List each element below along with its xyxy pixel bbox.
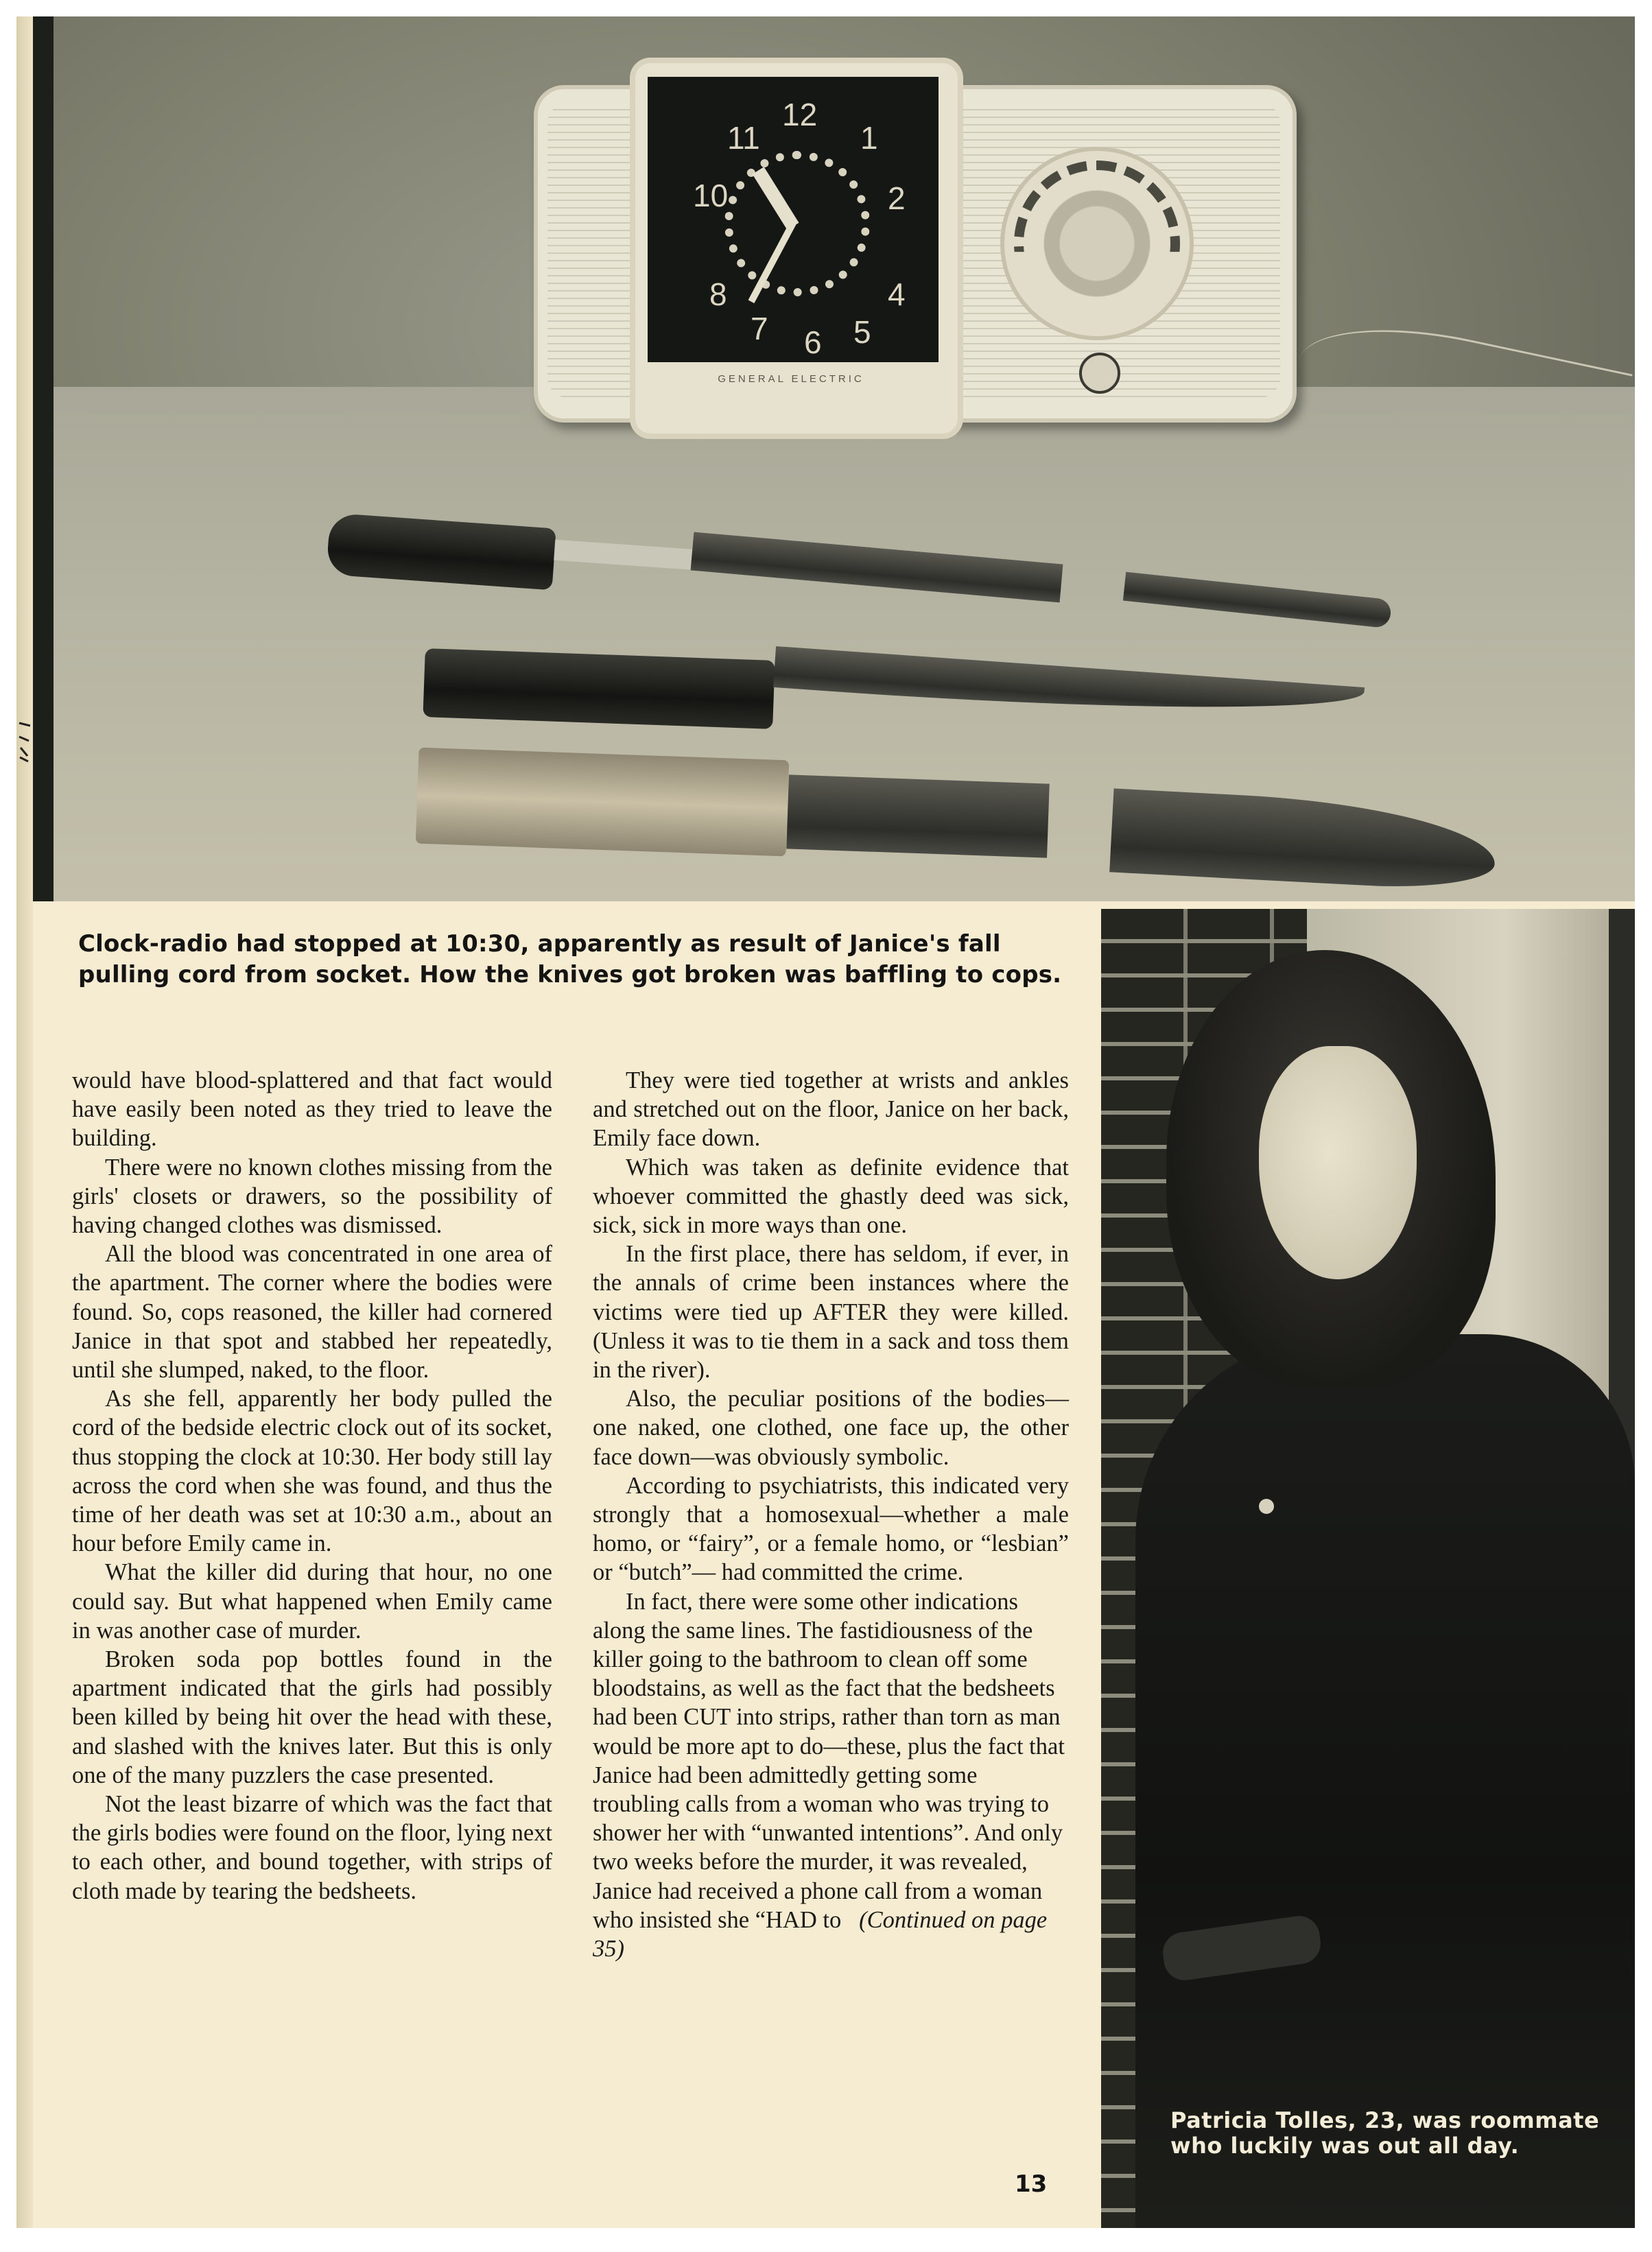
clock-frame <box>630 58 963 439</box>
paragraph: Not the least bizarre of which was the fact that the girls bodies were found on the floor, lying next to each other, and bound together, with strips of cloth made by tearing the bedsheets. <box>72 1791 552 1904</box>
clock-numeral-4: 4 <box>888 276 906 312</box>
paragraph: In the first place, there has seldom, if ever, in the annals of crime been instances where the victims were tied up AFTER they were killed. (Unless it was to tie them in a sack and toss them in the river). <box>593 1241 1069 1384</box>
article-column-middle <box>593 1066 1069 1963</box>
clock-numeral-1: 1 <box>860 120 878 156</box>
paragraph: As she fell, apparently her body pulled the cord of the bedside electric clock out of its socket, thus stopping the clock at 10:30. Her body still lay across the cord when she was found, and thus the time of her death was set at 10:30 a.m., about an hour before Emily came in. <box>72 1386 552 1557</box>
knife-3-blade <box>786 774 1050 857</box>
tuning-dial <box>1000 147 1194 340</box>
paragraph: Which was taken as definite evidence that whoever committed the ghastly deed was sick, sick, sick in more ways than one. <box>593 1154 1069 1239</box>
facing-page-fragment <box>18 716 32 764</box>
magazine-page <box>16 16 1635 2228</box>
paragraph: Broken soda pop bottles found in the apartment indicated that the girls had possibly been killed by being hit over the head with these, and slashed with the knives later. But this is only one of the many puzzlers the case presented. <box>72 1646 552 1788</box>
clock-numeral-5: 5 <box>853 314 871 350</box>
paragraph: According to psychiatrists, this indicated very strongly that a homosexual—whether a male homo, or “fairy”, or a female homo, or “lesbian” or “butch”— had committed the crime. <box>593 1472 1069 1586</box>
knife-3-handle <box>416 748 790 857</box>
clock-numeral-12: 12 <box>782 97 818 132</box>
dark-coat <box>1135 1334 1635 2228</box>
paragraph: All the blood was concentrated in one area of the apartment. The corner where the bodies were found. So, cops reasoned, the killer had cornered Janice in that spot and stabbed her repeatedly, until she slumped, naked, to the floor. <box>72 1241 552 1384</box>
clock-numeral-7: 7 <box>751 311 768 346</box>
continued-link[interactable]: (Continued on page 35) <box>593 1906 1048 1963</box>
clock-brand-label: GENERAL ELECTRIC <box>718 373 864 385</box>
paragraph-text: In fact, there were some other indications along the same lines. The fastidiousness of the killer going to the bathroom to clean off some bloodstains, as well as the fact that the bedsheets had been CUT into strips, rather than torn as man would be more apt to do—these, plus the fact that Janice had been admittedly getting some troubling calls from a woman who was trying to shower her with “unwanted intentions”. And only two weeks before the murder, it was revealed, Janice had received a phone call from a woman who insisted she “HAD to <box>593 1588 1065 1933</box>
clock-numeral-6: 6 <box>804 324 822 360</box>
ge-logo-knob <box>1079 353 1120 394</box>
page-number: 13 <box>1015 2170 1048 2198</box>
brooch <box>1259 1499 1274 1514</box>
paragraph: There were no known clothes missing from the girls' closets or drawers, so the possibility of having changed clothes was dismissed. <box>72 1154 552 1239</box>
clock-face <box>648 77 939 362</box>
paragraph: They were tied together at wrists and ankles and stretched out on the floor, Janice on her back, Emily face down. <box>593 1067 1069 1152</box>
paragraph <box>593 1587 1069 1964</box>
paragraph: Also, the peculiar positions of the bodies—one naked, one clothed, one face up, the other face down—was obviously symbolic. <box>593 1386 1069 1470</box>
face <box>1259 1046 1417 1279</box>
clock-numeral-2: 2 <box>888 180 906 216</box>
clock-numeral-10: 10 <box>693 178 729 213</box>
paragraph: What the killer did during that hour, no one could say. But what happened when Emily came in was another case of murder. <box>72 1559 552 1644</box>
evidence-photo <box>33 16 1635 901</box>
facing-page-edge <box>16 16 33 2228</box>
article-column-left <box>72 1066 552 1906</box>
dial-markings <box>1014 161 1180 327</box>
clock-numeral-8: 8 <box>709 276 727 312</box>
photo-caption: Clock-radio had stopped at 10:30, apparently as result of Janice's fall pulling cord from socket. How the knives got broken was baffling to cops. <box>78 930 1062 988</box>
photo-shadow <box>33 16 54 901</box>
portrait-photo <box>1101 909 1635 2228</box>
clock-numeral-11: 11 <box>727 120 760 156</box>
portrait-caption: Patricia Tolles, 23, was roommate who luckily was out all day. <box>1170 2107 1600 2159</box>
paragraph: would have blood-splattered and that fact would have easily been noted as they tried to leave the building. <box>72 1067 552 1152</box>
knife-2-handle <box>423 648 775 729</box>
